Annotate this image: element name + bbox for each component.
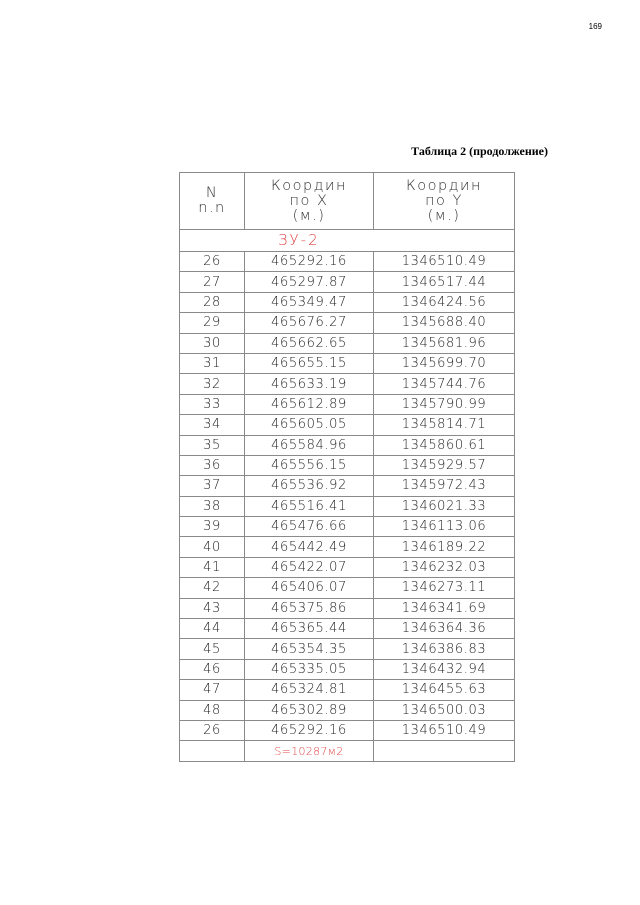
row-number-cell: 41 xyxy=(180,557,245,577)
y-coordinate-cell: 1346517.44 xyxy=(374,272,515,292)
y-coordinate-cell: 1346510.49 xyxy=(374,720,515,740)
y-coordinate-cell: 1345790.99 xyxy=(374,394,515,414)
area-row xyxy=(180,741,515,761)
y-coordinate-cell: 1345972.43 xyxy=(374,476,515,496)
y-coordinate-cell: 1345681.96 xyxy=(374,333,515,353)
x-coordinate-cell: 465335.05 xyxy=(245,659,374,679)
y-coordinate-cell: 1346500.03 xyxy=(374,700,515,720)
header-y-line-2: по Y xyxy=(425,192,463,209)
x-coordinate-cell: 465676.27 xyxy=(245,313,374,333)
table-row xyxy=(180,720,515,740)
table-row xyxy=(180,680,515,700)
y-coordinate-cell: 1345699.70 xyxy=(374,353,515,373)
y-coordinate-cell: 1345814.71 xyxy=(374,415,515,435)
x-coordinate-cell: 465662.65 xyxy=(245,333,374,353)
y-coordinate-cell: 1346386.83 xyxy=(374,639,515,659)
header-y-line-1: Координ xyxy=(405,177,483,194)
table-row xyxy=(180,476,515,496)
area-cell xyxy=(245,741,374,761)
row-number-cell: 36 xyxy=(180,455,245,475)
row-number-cell: 38 xyxy=(180,496,245,516)
y-coordinate-cell: 1345688.40 xyxy=(374,313,515,333)
table-row xyxy=(180,272,515,292)
y-coordinate-cell: 1346364.36 xyxy=(374,619,515,639)
table-row xyxy=(180,537,515,557)
table-row xyxy=(180,394,515,414)
y-coordinate-cell: 1345860.61 xyxy=(374,435,515,455)
area-empty-cell xyxy=(374,741,515,761)
header-number-line-1: N xyxy=(205,185,219,201)
area-empty-cell xyxy=(180,741,245,761)
x-coordinate-cell: 465422.07 xyxy=(245,557,374,577)
row-number-cell: 37 xyxy=(180,476,245,496)
y-coordinate-cell: 1346021.33 xyxy=(374,496,515,516)
x-coordinate-cell: 465292.16 xyxy=(245,720,374,740)
row-number-cell: 35 xyxy=(180,435,245,455)
y-coordinate-cell: 1346341.69 xyxy=(374,598,515,618)
table-row xyxy=(180,496,515,516)
x-coordinate-cell: 465354.35 xyxy=(245,639,374,659)
header-x-line-2: по X xyxy=(289,192,329,209)
y-coordinate-cell: 1346113.06 xyxy=(374,517,515,537)
table-row xyxy=(180,435,515,455)
row-number-cell: 31 xyxy=(180,353,245,373)
row-number-cell: 26 xyxy=(180,252,245,272)
header-number xyxy=(180,173,245,230)
row-number-cell: 39 xyxy=(180,517,245,537)
coordinates-table xyxy=(179,172,515,762)
table-row xyxy=(180,415,515,435)
x-coordinate-cell: 465365.44 xyxy=(245,619,374,639)
page-number: 169 xyxy=(588,22,602,31)
x-coordinate-cell: 465297.87 xyxy=(245,272,374,292)
y-coordinate-cell: 1346273.11 xyxy=(374,578,515,598)
table-row xyxy=(180,252,515,272)
table-row xyxy=(180,455,515,475)
table-row xyxy=(180,659,515,679)
row-number-cell: 46 xyxy=(180,659,245,679)
y-coordinate-cell: 1345929.57 xyxy=(374,455,515,475)
zone-cell xyxy=(180,230,515,252)
row-number-cell: 45 xyxy=(180,639,245,659)
row-number-cell: 26 xyxy=(180,720,245,740)
x-coordinate-cell: 465556.15 xyxy=(245,455,374,475)
x-coordinate-cell: 465516.41 xyxy=(245,496,374,516)
x-coordinate-cell: 465292.16 xyxy=(245,252,374,272)
x-coordinate-cell: 465605.05 xyxy=(245,415,374,435)
x-coordinate-cell: 465406.07 xyxy=(245,578,374,598)
row-number-cell: 29 xyxy=(180,313,245,333)
table-row xyxy=(180,292,515,312)
x-coordinate-cell: 465442.49 xyxy=(245,537,374,557)
x-coordinate-cell: 465612.89 xyxy=(245,394,374,414)
table-row xyxy=(180,557,515,577)
table-row xyxy=(180,517,515,537)
table-row xyxy=(180,598,515,618)
x-coordinate-cell: 465655.15 xyxy=(245,353,374,373)
x-coordinate-cell: 465584.96 xyxy=(245,435,374,455)
y-coordinate-cell: 1346424.56 xyxy=(374,292,515,312)
x-coordinate-cell: 465324.81 xyxy=(245,680,374,700)
y-coordinate-cell: 1346232.03 xyxy=(374,557,515,577)
row-number-cell: 42 xyxy=(180,578,245,598)
row-number-cell: 28 xyxy=(180,292,245,312)
zone-row xyxy=(180,230,515,252)
row-number-cell: 34 xyxy=(180,415,245,435)
header-y xyxy=(374,173,515,230)
table-row xyxy=(180,578,515,598)
row-number-cell: 47 xyxy=(180,680,245,700)
y-coordinate-cell: 1346189.22 xyxy=(374,537,515,557)
row-number-cell: 40 xyxy=(180,537,245,557)
y-coordinate-cell: 1346510.49 xyxy=(374,252,515,272)
table-title: Таблица 2 (продолжение) xyxy=(411,144,548,158)
x-coordinate-cell: 465476.66 xyxy=(245,517,374,537)
table-row xyxy=(180,313,515,333)
table-row xyxy=(180,374,515,394)
table-header-row xyxy=(180,173,515,230)
x-coordinate-cell: 465633.19 xyxy=(245,374,374,394)
header-number-line-2: n.n xyxy=(198,200,226,216)
row-number-cell: 33 xyxy=(180,394,245,414)
row-number-cell: 32 xyxy=(180,374,245,394)
x-coordinate-cell: 465302.89 xyxy=(245,700,374,720)
header-x-line-3: (м.) xyxy=(292,207,326,224)
table-row xyxy=(180,333,515,353)
zone-label: ЗУ-2 xyxy=(278,230,320,249)
table-row xyxy=(180,353,515,373)
x-coordinate-cell: 465349.47 xyxy=(245,292,374,312)
header-x-line-1: Координ xyxy=(270,177,348,194)
table-row xyxy=(180,639,515,659)
table-row xyxy=(180,619,515,639)
row-number-cell: 44 xyxy=(180,619,245,639)
table-row xyxy=(180,700,515,720)
y-coordinate-cell: 1346432.94 xyxy=(374,659,515,679)
row-number-cell: 30 xyxy=(180,333,245,353)
header-y-line-3: (м.) xyxy=(427,207,461,224)
y-coordinate-cell: 1345744.76 xyxy=(374,374,515,394)
row-number-cell: 27 xyxy=(180,272,245,292)
header-x xyxy=(245,173,374,230)
row-number-cell: 48 xyxy=(180,700,245,720)
x-coordinate-cell: 465375.86 xyxy=(245,598,374,618)
x-coordinate-cell: 465536.92 xyxy=(245,476,374,496)
y-coordinate-cell: 1346455.63 xyxy=(374,680,515,700)
area-label: S=10287м2 xyxy=(274,744,344,758)
row-number-cell: 43 xyxy=(180,598,245,618)
